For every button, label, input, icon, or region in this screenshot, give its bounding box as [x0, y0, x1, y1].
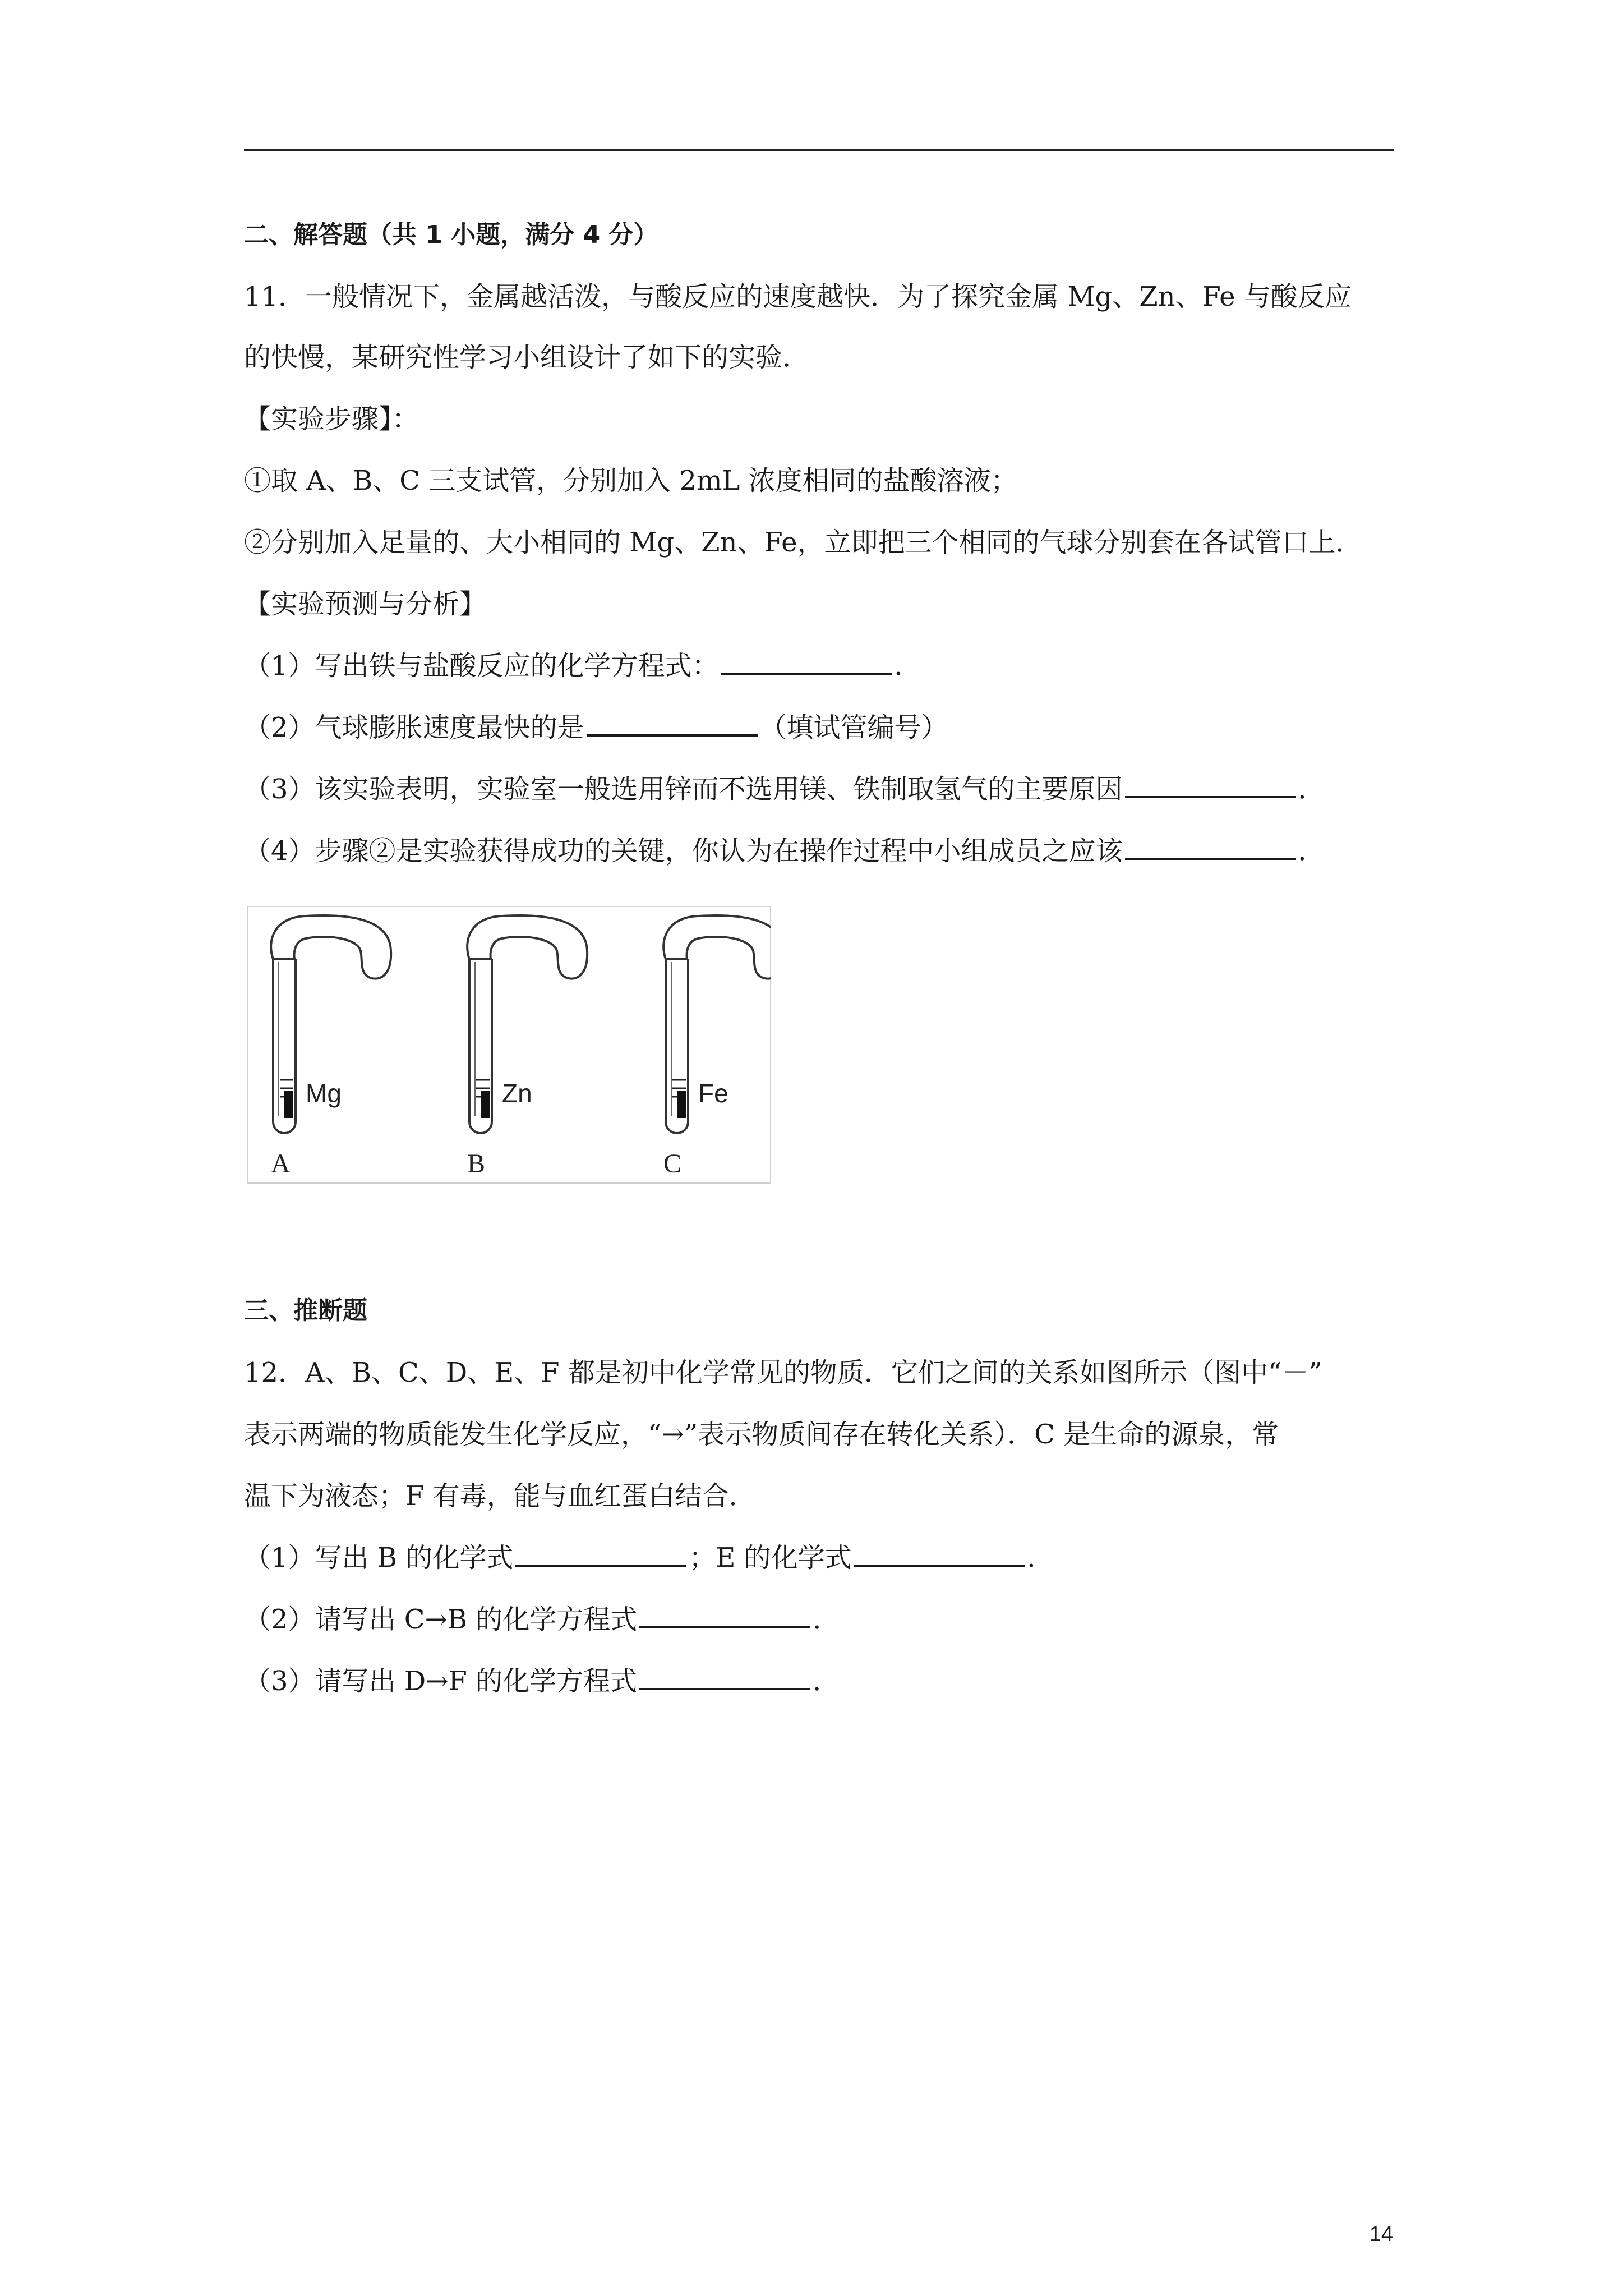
- q11-line2: 的快慢，某研究性学习小组设计了如下的实验．: [244, 342, 810, 373]
- steps-title: 【实验步骤】：: [244, 403, 419, 435]
- answer-blank[interactable]: [854, 1539, 1025, 1567]
- page-number: 14: [1369, 2223, 1393, 2246]
- step2: ②分别加入足量的、大小相同的 Mg、Zn、Fe，立即把三个相同的气球分别套在各试管口上．: [244, 527, 1363, 558]
- q11-part1: [244, 644, 921, 683]
- answer-blank[interactable]: [721, 647, 892, 675]
- answer-blank[interactable]: [639, 1600, 810, 1628]
- tube-label: C: [663, 1149, 682, 1179]
- q12-part3: [244, 1659, 840, 1698]
- q11-part1-end: ．: [894, 650, 921, 682]
- section3-heading: 三、推断题: [244, 1296, 367, 1325]
- header-rule: [244, 149, 1394, 151]
- q12-line1: 12．A、B、C、D、E、F 都是初中化学常见的物质．它们之间的关系如图所示（图中“－”: [244, 1357, 1322, 1388]
- q12-part2: [244, 1598, 840, 1636]
- q12-line3: 温下为液态；F 有毒，能与血红蛋白结合．: [244, 1480, 756, 1512]
- metal-sample: [284, 1091, 293, 1118]
- metal-sample: [677, 1091, 686, 1118]
- tube-label: B: [467, 1149, 486, 1179]
- answer-blank[interactable]: [1125, 770, 1296, 798]
- metal-label: Fe: [698, 1079, 728, 1108]
- analysis-title: 【实验预测与分析】: [244, 588, 487, 620]
- q11-part4-end: ．: [1298, 835, 1325, 867]
- step1: ①取 A、B、C 三支试管，分别加入 2mL 浓度相同的盐酸溶液；: [244, 465, 1018, 496]
- q12-part2-end: ．: [813, 1604, 840, 1635]
- answer-blank[interactable]: [639, 1662, 810, 1690]
- section2-heading: 二、解答题（共 1 小题，满分 4 分）: [244, 220, 658, 249]
- q11-part3-end: ．: [1298, 774, 1325, 805]
- answer-blank[interactable]: [1125, 832, 1296, 860]
- q12-line2: 表示两端的物质能发生化学反应，“→”表示物质间存在转化关系）．C 是生命的源泉，常: [244, 1419, 1279, 1450]
- q11-part4-text: （4）步骤②是实验获得成功的关键，你认为在操作过程中小组成员之应该: [244, 835, 1123, 867]
- figure-frame: [247, 907, 771, 1183]
- q11-part2-text: （2）气球膨胀速度最快的是: [244, 712, 584, 743]
- tube-label: A: [271, 1149, 291, 1179]
- q11-part2: [244, 706, 948, 744]
- metal-sample: [481, 1091, 490, 1118]
- answer-blank[interactable]: [587, 708, 758, 737]
- q11-part1-text: （1）写出铁与盐酸反应的化学方程式：: [244, 650, 719, 682]
- metal-label: Zn: [502, 1079, 532, 1108]
- q11-line1: 11．一般情况下，金属越活泼，与酸反应的速度越快．为了探究金属 Mg、Zn、Fe 与酸反应: [244, 281, 1352, 312]
- q11-part2-end: （填试管编号）: [759, 712, 948, 743]
- q12-part1-end: ．: [1027, 1542, 1054, 1573]
- q11-part3-text: （3）该实验表明，实验室一般选用锌而不选用镁、铁制取氢气的主要原因: [244, 774, 1123, 805]
- q12-part3-end: ．: [813, 1665, 840, 1697]
- q12-part3-text: （3）请写出 D→F 的化学方程式: [244, 1665, 638, 1697]
- q11-part3: [244, 767, 1325, 806]
- test-tube-figure: [247, 906, 771, 1184]
- metal-label: Mg: [306, 1079, 342, 1108]
- answer-blank[interactable]: [515, 1539, 686, 1567]
- q12-part1-text: （1）写出 B 的化学式: [244, 1542, 514, 1573]
- q12-part2-text: （2）请写出 C→B 的化学方程式: [244, 1604, 638, 1635]
- q12-part1-mid: ；E 的化学式: [689, 1542, 852, 1573]
- q12-part1: [244, 1536, 1054, 1575]
- q11-part4: [244, 829, 1325, 868]
